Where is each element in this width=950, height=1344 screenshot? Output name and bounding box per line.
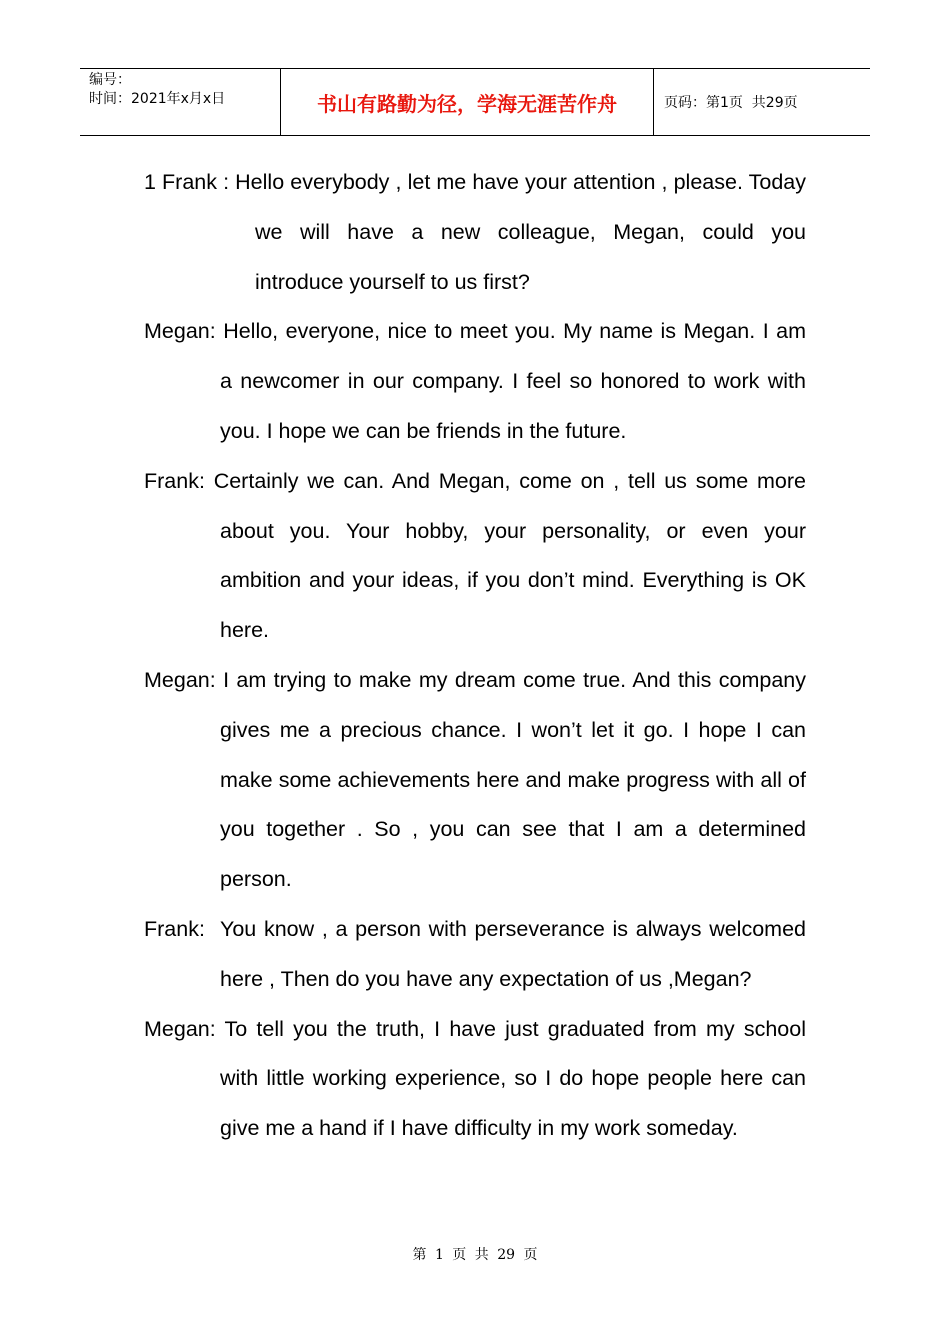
- dialogue-text: You know , a person with perseverance is always welcomed here , Then do you have any expectation of us ,Megan?: [219, 916, 806, 991]
- dialogue-entry: [144, 1005, 806, 1154]
- dialogue-entry: [144, 457, 806, 656]
- dialogue-entry: [144, 656, 806, 905]
- dialogue-text: I am trying to make my dream come true. And this company gives me a precious chance. I won’t let it go. I hope I can make some achievements here and make progress with all of you together . So , you can see that I am a determined person.: [220, 667, 807, 892]
- speaker-name: Megan:: [144, 319, 224, 344]
- date-label: 时间：2021年x月x日: [89, 91, 226, 107]
- dialogue-text: Hello, everyone, nice to meet you. My name is Megan. I am a newcomer in our company. I feel so honored to work with you. I hope we can be friends in the future.: [220, 319, 806, 443]
- dialogue-entry: [144, 158, 806, 307]
- header-motto: 书山有路勤为径，学海无涯苦作舟: [281, 69, 654, 135]
- dialogue-text: To tell you the truth, I have just graduated from my school with little working experience, so I do hope people here can give me a hand if I have difficulty in my work someday.: [220, 1016, 806, 1141]
- speaker-name: Frank:: [144, 916, 220, 941]
- dialogue-body: [0, 158, 950, 1154]
- document-header: [80, 68, 870, 136]
- speaker-name: Megan:: [144, 667, 224, 692]
- dialogue-text: Hello everybody , let me have your attention , please. Today we will have a new colleague, Megan, could you introduce yourself to us first?: [235, 170, 806, 294]
- speaker-name: Megan:: [144, 1016, 225, 1041]
- serial-number-label: 编号：: [89, 72, 131, 88]
- dialogue-text: Certainly we can. And Megan, come on , tell us some more about you. Your hobby, your personality, or even your ambition and your ideas, if you don’t mind. Everything is OK here.: [213, 468, 807, 643]
- speaker-name: 1 Frank :: [144, 170, 236, 194]
- dialogue-entry: [144, 307, 806, 456]
- header-meta-cell: [80, 69, 281, 135]
- header-page-info: 页码：第1页 共29页: [664, 95, 798, 111]
- page-footer: 第 1 页 共 29 页: [412, 1247, 538, 1263]
- speaker-name: Frank:: [144, 468, 214, 493]
- dialogue-entry: [144, 905, 806, 1005]
